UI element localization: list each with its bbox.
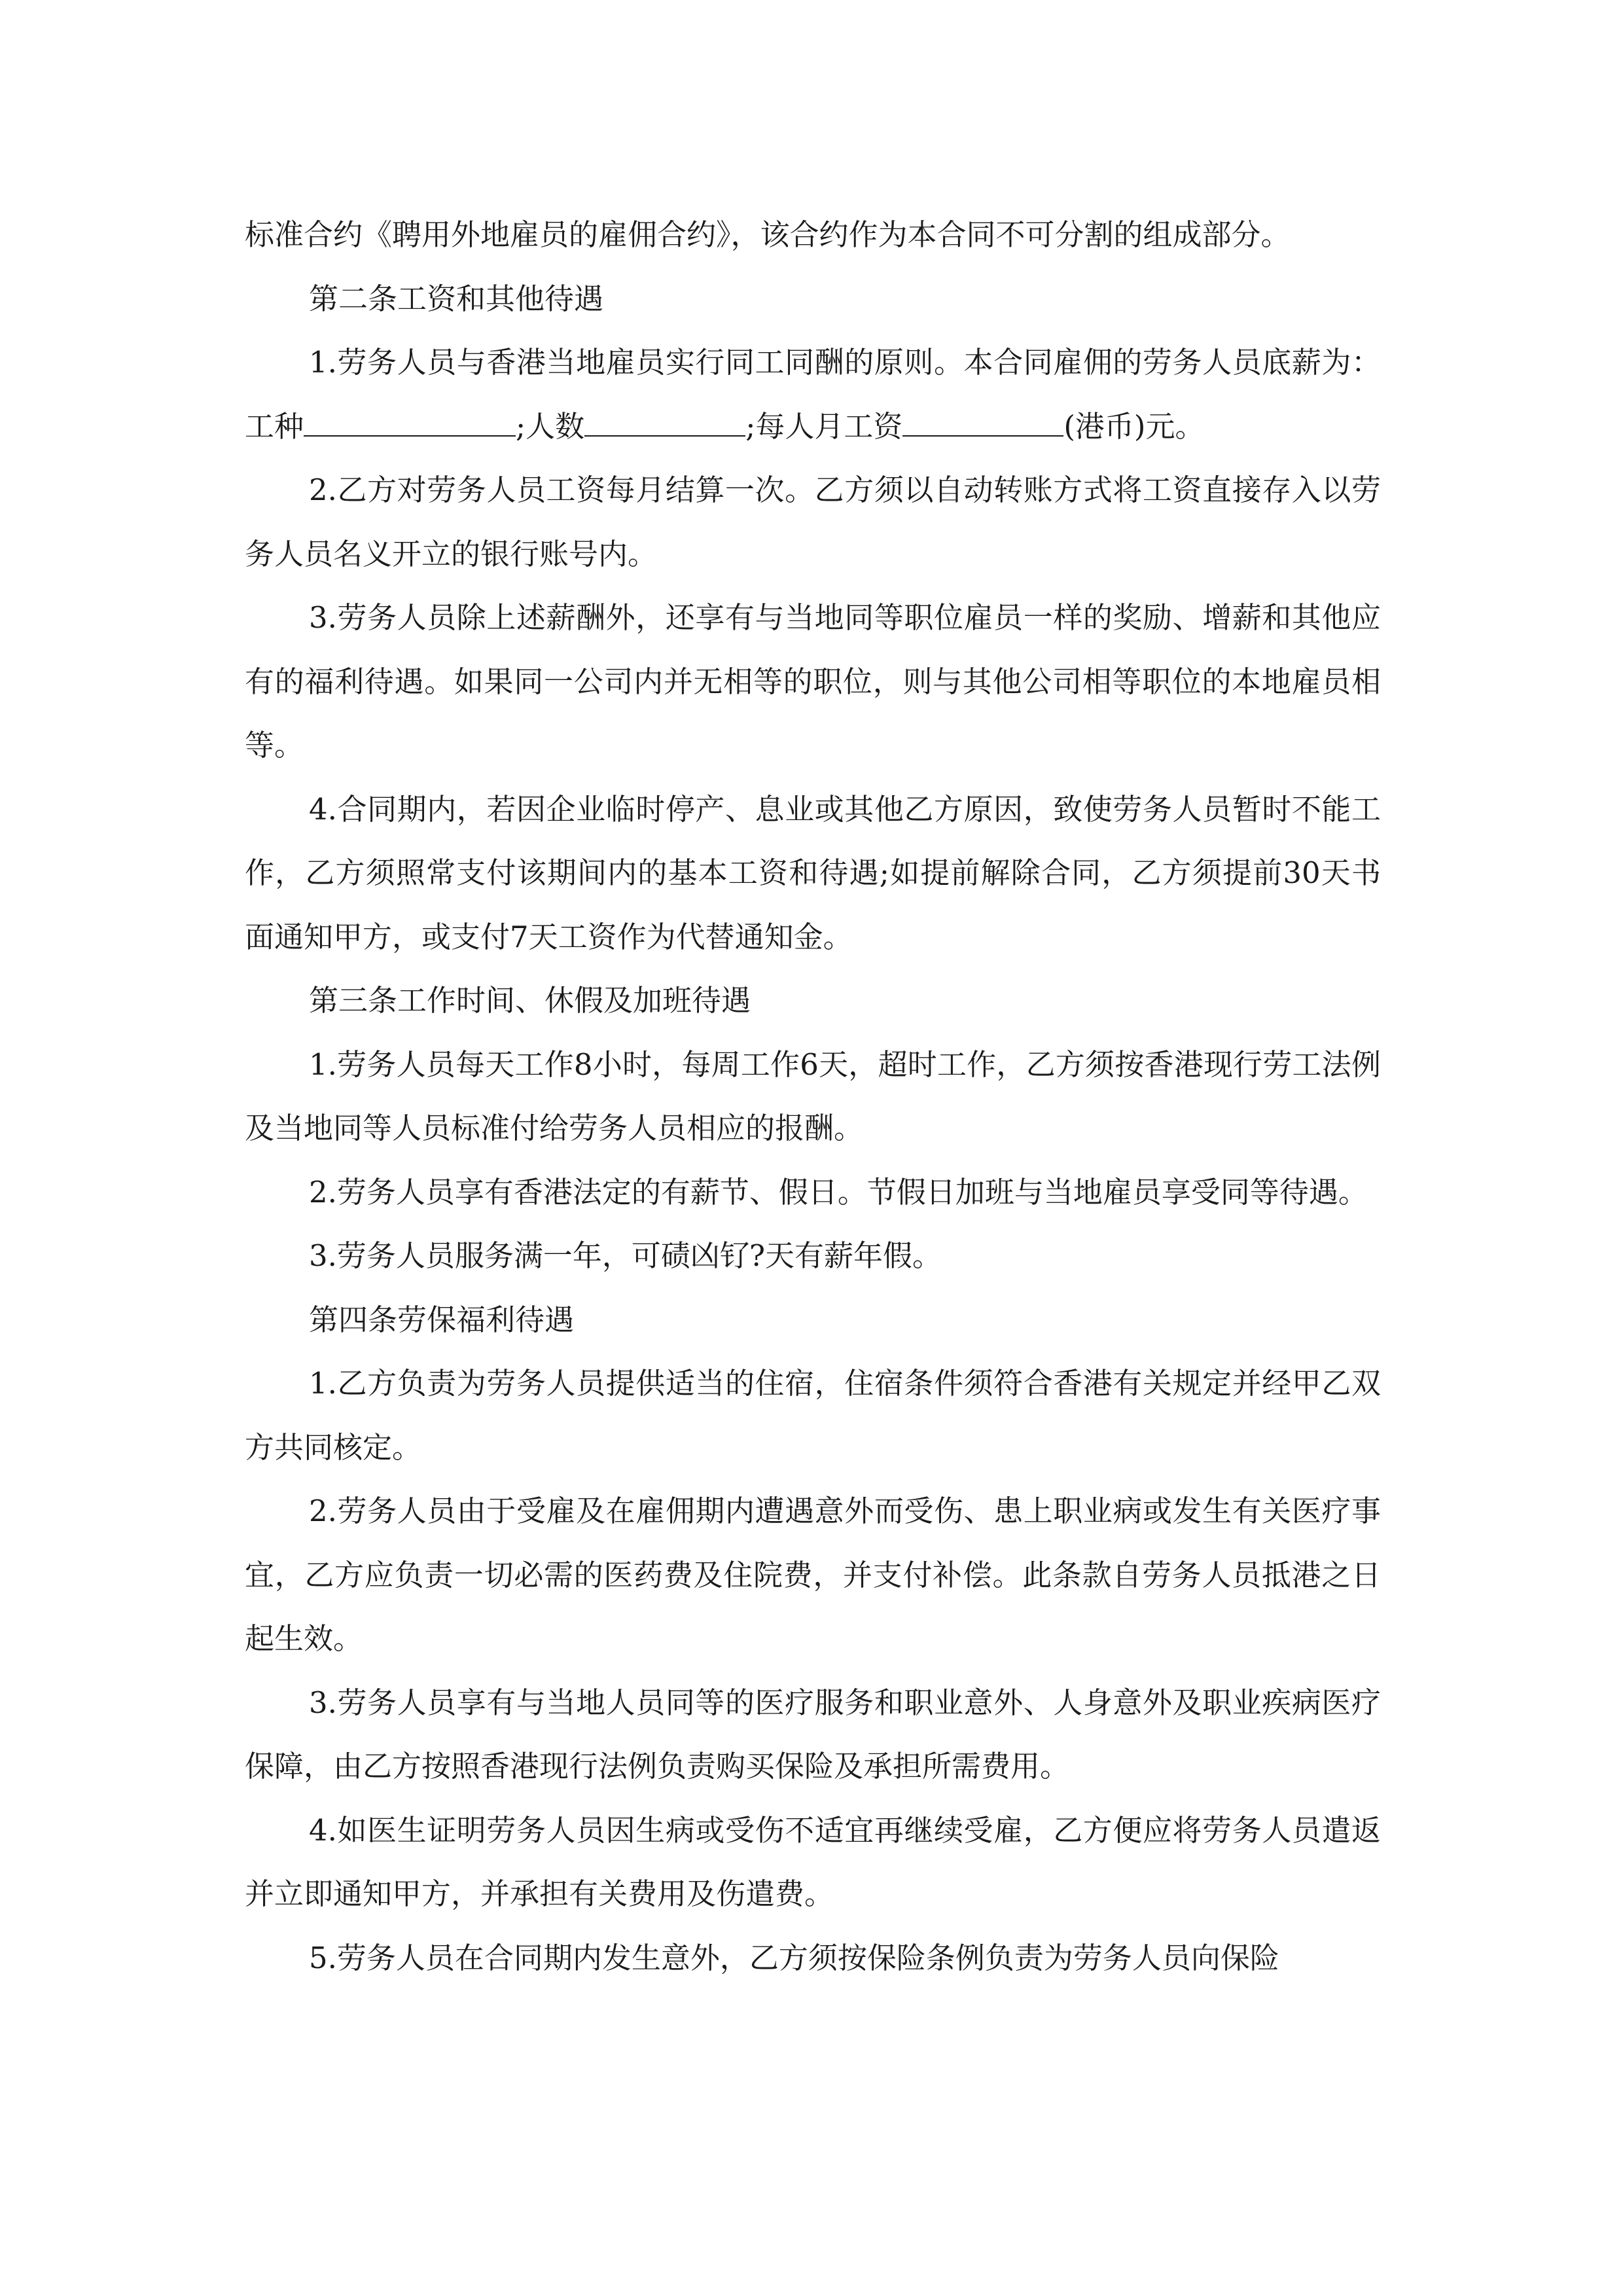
monthly-wage-blank [902,406,1063,437]
document-body [245,203,1381,1990]
article-4-clause-1: 1.乙方负责为劳务人员提供适当的住宿，住宿条件须符合香港有关规定并经甲乙双方共同核定。 [245,1366,1381,1465]
article-2-heading: 第二条工资和其他待遇 [309,281,604,316]
paragraph-contract-reference: 标准合约《聘用外地雇员的雇佣合约》，该合约作为本合同不可分割的组成部分。 [245,217,1291,252]
clause-text: (港币)元。 [1063,408,1205,444]
article-3-clause-1: 1.劳务人员每天工作8小时，每周工作6天，超时工作，乙方须按香港现行劳工法例及当地同等人员标准付给劳务人员相应的报酬。 [245,1047,1381,1145]
clause-text: ;每人月工资 [745,408,903,444]
article-2-clause-1 [245,331,1381,458]
article-2-clause-3: 3.劳务人员除上述薪酬外，还享有与当地同等职位雇员一样的奖励、增薪和其他应有的福利待遇。如果同一公司内并无相等的职位，则与其他公司相等职位的本地雇员相等。 [245,600,1381,762]
headcount-blank [584,406,745,437]
clause-text: ;人数 [516,408,585,444]
article-4-clause-3: 3.劳务人员享有与当地人员同等的医疗服务和职业意外、人身意外及职业疾病医疗保障，由乙方按照香港现行法例负责购买保险及承担所需费用。 [245,1685,1381,1784]
article-4-clause-2: 2.劳务人员由于受雇及在雇佣期内遭遇意外而受伤、患上职业病或发生有关医疗事宜，乙方应负责一切必需的医药费及住院费，并支付补偿。此条款自劳务人员抵港之日起生效。 [245,1494,1381,1656]
article-3-clause-2: 2.劳务人员享有香港法定的有薪节、假日。节假日加班与当地雇员享受同等待遇。 [309,1174,1368,1210]
job-type-blank [304,406,516,437]
article-4-clause-4: 4.如医生证明劳务人员因生病或受伤不适宜再继续受雇，乙方便应将劳务人员遣返并立即通知甲方，并承担有关费用及伤遣费。 [245,1812,1381,1911]
clause-text: 1.劳务人员与香港当地雇员实行同工同酬的原则。本合同雇佣的劳务人员底薪为：工种 [245,345,1381,444]
article-4-clause-5: 5.劳务人员在合同期内发生意外，乙方须按保险条例负责为劳务人员向保险 [309,1940,1279,1975]
article-3-heading: 第三条工作时间、休假及加班待遇 [309,983,751,1018]
article-4-heading: 第四条劳保福利待遇 [309,1302,575,1337]
article-2-clause-2: 2.乙方对劳务人员工资每月结算一次。乙方须以自动转账方式将工资直接存入以劳务人员名义开立的银行账号内。 [245,473,1381,571]
article-3-clause-3: 3.劳务人员服务满一年，可碛凶钌?天有薪年假。 [309,1238,942,1273]
article-2-clause-4: 4.合同期内，若因企业临时停产、息业或其他乙方原因，致使劳务人员暂时不能工作，乙方须照常支付该期间内的基本工资和待遇;如提前解除合同，乙方须提前30天书面通知甲方，或支付7天工资作为代替通知金。 [245,791,1381,954]
